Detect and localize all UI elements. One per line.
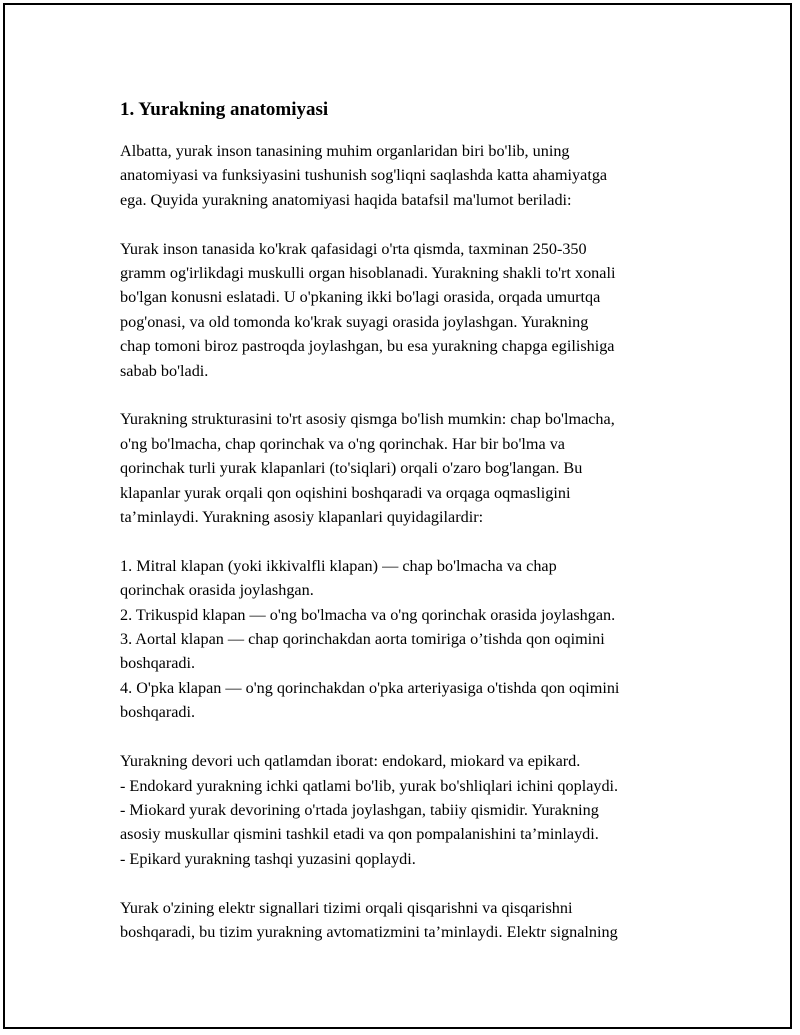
- list-item: - Endokard yurakning ichki qatlami bo'lib, yurak bo'shliqlari ichini qoplaydi.: [120, 776, 619, 795]
- text-line: gramm og'irlikdagi muskulli organ hisoblanadi. Yurakning shakli to'rt xonali: [120, 264, 616, 283]
- text-line: boshqaradi, bu tizim yurakning avtomatizmini ta’minlaydi. Elektr signalning: [120, 922, 618, 941]
- document-body: [120, 97, 710, 969]
- paragraph-valves-list: [120, 554, 710, 725]
- paragraph-intro: [120, 139, 710, 212]
- list-item: 2. Trikuspid klapan — o'ng bo'lmacha va o'ng qorinchak orasida joylashgan.: [120, 605, 616, 624]
- list-item: 4. O'pka klapan — o'ng qorinchakdan o'pka arteriyasiga o'tishda qon oqimini: [120, 678, 620, 697]
- text-line: Yurakning devori uch qatlamdan iborat: endokard, miokard va epikard.: [120, 752, 581, 771]
- text-line: Yurakning strukturasini to'rt asosiy qismga bo'lish mumkin: chap bo'lmacha,: [120, 410, 615, 429]
- text-line: klapanlar yurak orqali qon oqishini boshqaradi va orqaga oqmasligini: [120, 483, 571, 502]
- text-line: o'ng bo'lmacha, chap qorinchak va o'ng qorinchak. Har bir bo'lma va: [120, 434, 565, 453]
- paragraph-location: [120, 237, 710, 383]
- list-item: - Miokard yurak devorining o'rtada joylashgan, tabiiy qismidir. Yurakning: [120, 800, 599, 819]
- list-item: qorinchak orasida joylashgan.: [120, 581, 314, 600]
- list-item: boshqaradi.: [120, 654, 196, 673]
- paragraph-electrical: [120, 896, 710, 945]
- text-line: bo'lgan konusni eslatadi. U o'pkaning ikki bo'lagi orasida, orqada umurtqa: [120, 288, 601, 307]
- text-line: Albatta, yurak inson tanasining muhim organlaridan biri bo'lib, uning: [120, 142, 570, 160]
- text-line: ega. Quyida yurakning anatomiyasi haqida batafsil ma'lumot beriladi:: [120, 190, 572, 209]
- list-item: - Epikard yurakning tashqi yuzasini qoplaydi.: [120, 849, 416, 868]
- paragraph-wall-layers: [120, 749, 710, 871]
- text-line: Yurak o'zining elektr signallari tizimi orqali qisqarishni va qisqarishni: [120, 898, 573, 917]
- section-title: 1. Yurakning anatomiyasi: [120, 99, 329, 120]
- list-item: 1. Mitral klapan (yoki ikkivalfli klapan) — chap bo'lmacha va chap: [120, 556, 557, 575]
- list-item: boshqaradi.: [120, 703, 196, 722]
- text-line: ta’minlaydi. Yurakning asosiy klapanlari quyidagilardir:: [120, 508, 484, 527]
- text-line: pog'onasi, va old tomonda ko'krak suyagi orasida joylashgan. Yurakning: [120, 312, 589, 331]
- paragraph-structure: [120, 407, 710, 529]
- text-line: Yurak inson tanasida ko'krak qafasidagi o'rta qismda, taxminan 250-350: [120, 239, 587, 258]
- list-item: 3. Aortal klapan — chap qorinchakdan aorta tomiriga o’tishda qon oqimini: [120, 630, 605, 649]
- text-line: chap tomoni biroz pastroqda joylashgan, bu esa yurakning chapga egilishiga: [120, 337, 615, 356]
- text-line: sabab bo'ladi.: [120, 361, 209, 380]
- text-line: anatomiyasi va funksiyasini tushunish sog'liqni saqlashda katta ahamiyatga: [120, 166, 608, 185]
- text-line: qorinchak turli yurak klapanlari (to'siqlari) orqali o'zaro bog'langan. Bu: [120, 459, 583, 478]
- list-item: asosiy muskullar qismini tashkil etadi va qon pompalanishini ta’minlaydi.: [120, 825, 599, 844]
- page-frame: [3, 3, 792, 1029]
